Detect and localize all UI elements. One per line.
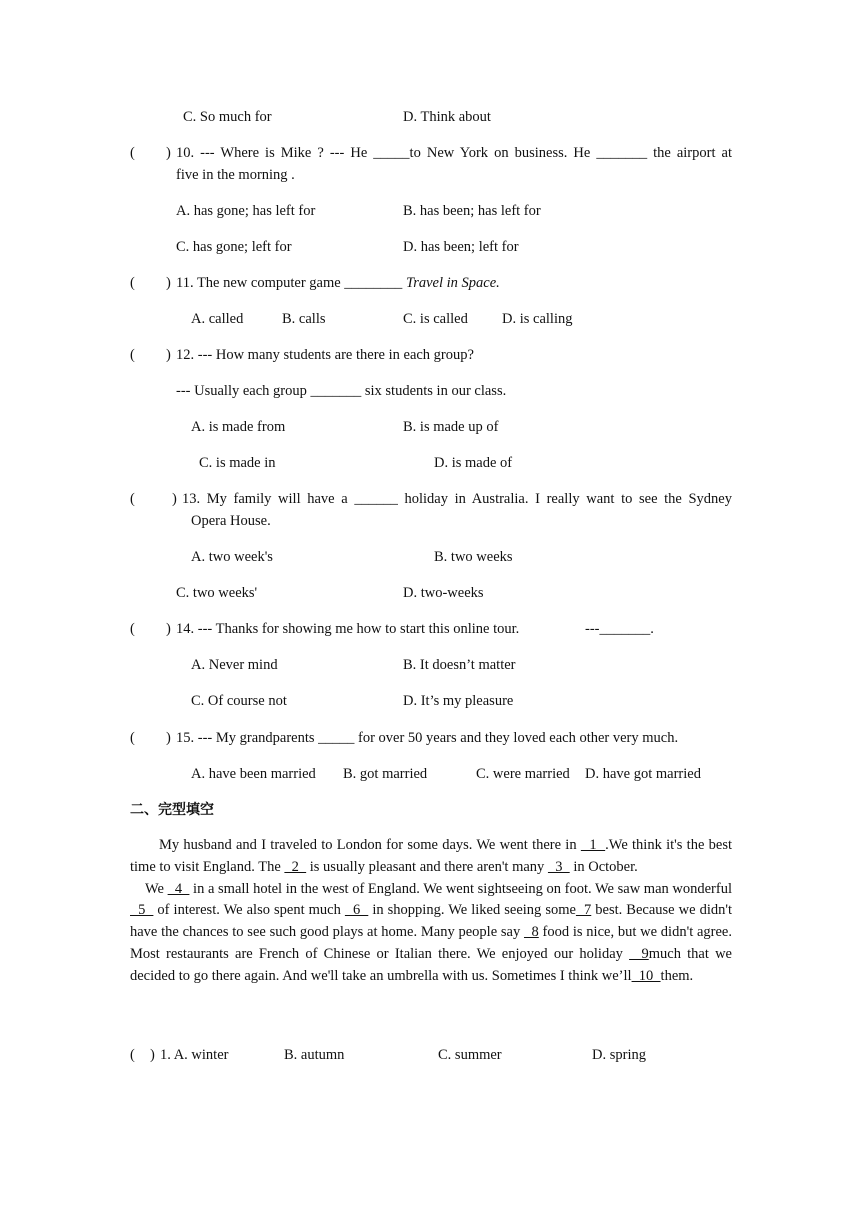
q15-option-b: B. got married xyxy=(343,766,428,782)
q9-option-c: C. So much for xyxy=(183,109,272,125)
cloze-text: .We think it's the best time to visit England. The xyxy=(130,837,732,875)
cloze-blank-8: 8 xyxy=(523,924,539,941)
cloze-blank-3: 3 xyxy=(547,858,570,875)
cloze-text: in October. xyxy=(569,858,638,875)
q11-answer-paren-close: ) xyxy=(166,275,171,291)
q11-option-a: A. called xyxy=(191,311,244,327)
q10-option-b: B. has been; has left for xyxy=(403,203,541,219)
q15-option-a: A. have been married xyxy=(191,766,316,782)
q10-stem-line1: 10. --- Where is Mike ? --- He _____to New York on business. He _______ the airport at xyxy=(176,145,732,161)
q14-option-b: B. It doesn’t matter xyxy=(403,657,516,673)
q15-option-d: D. have got married xyxy=(585,766,701,782)
q15-option-c: C. were married xyxy=(476,766,570,782)
cloze-q1-option-a: 1. A. winter xyxy=(160,1047,229,1063)
q14-option-d: D. It’s my pleasure xyxy=(403,693,514,709)
q15-answer-paren-open: ( xyxy=(130,730,135,746)
q11-option-c: C. is called xyxy=(403,311,468,327)
cloze-blank-10: 10 xyxy=(631,967,661,984)
q14-option-c: C. Of course not xyxy=(191,693,287,709)
q14-answer-paren-open: ( xyxy=(130,621,135,637)
q13-option-a: A. two week's xyxy=(191,549,273,565)
q13-stem-line1: 13. My family will have a ______ holiday in Australia. I really want to see the Sydney xyxy=(182,491,732,507)
cloze-blank-2: 2 xyxy=(284,858,307,875)
q14-reply-blank: ---_______. xyxy=(585,621,654,637)
q11-stem xyxy=(176,273,500,293)
q13-option-d: D. two-weeks xyxy=(403,585,484,601)
q10-answer-paren-open: ( xyxy=(130,145,135,161)
q13-stem-line2: Opera House. xyxy=(191,513,271,529)
cloze-text: in shopping. We liked seeing some xyxy=(368,902,576,919)
cloze-text: best. Because we didn't have the chances to see such good plays at home. Many people say xyxy=(130,902,733,941)
cloze-blank-5: 5 xyxy=(130,902,154,919)
cloze-q1-answer-paren-open: ( xyxy=(130,1047,135,1063)
q10-option-c: C. has gone; left for xyxy=(176,239,292,255)
cloze-blank-6: 6 xyxy=(344,902,369,919)
cloze-blank-4: 4 xyxy=(167,880,190,897)
cloze-q1-option-d: D. spring xyxy=(592,1047,646,1063)
q12-option-b: B. is made up of xyxy=(403,419,499,435)
cloze-blank-9: 9 xyxy=(629,945,649,962)
cloze-text: We xyxy=(145,880,168,897)
q13-option-c: C. two weeks' xyxy=(176,585,258,601)
q12-answer-paren-open: ( xyxy=(130,347,135,363)
q12-stem-line1: 12. --- How many students are there in each group? xyxy=(176,347,474,363)
q15-answer-paren-close: ) xyxy=(166,730,171,746)
q11-option-b: B. calls xyxy=(282,311,326,327)
cloze-text: My husband and I traveled to London for some days. We went there in xyxy=(159,837,581,853)
cloze-q1-option-b: B. autumn xyxy=(284,1047,345,1063)
cloze-text: is usually pleasant and there aren't many xyxy=(306,858,548,875)
cloze-text: much that we decided to go there again. And we'll take an umbrella with us. Sometimes I think we’ll xyxy=(130,945,732,984)
cloze-text: of interest. We also spent much xyxy=(153,902,345,919)
q11-game-title: Travel in Space. xyxy=(405,275,500,291)
q12-option-d: D. is made of xyxy=(434,455,513,471)
q10-answer-paren-close: ) xyxy=(166,145,171,161)
cloze-paragraph-1 xyxy=(130,835,732,879)
q11-option-d: D. is calling xyxy=(502,311,573,327)
cloze-paragraph-2 xyxy=(130,879,732,988)
cloze-q1-answer-paren-close: ) xyxy=(150,1047,155,1063)
q10-option-d: D. has been; left for xyxy=(403,239,519,255)
cloze-text: them. xyxy=(660,967,694,984)
q12-option-a: A. is made from xyxy=(191,419,286,435)
cloze-blank-1: 1 xyxy=(580,837,606,853)
q12-stem-line2: --- Usually each group _______ six students in our class. xyxy=(176,383,507,399)
cloze-blank-7: 7 xyxy=(575,902,592,919)
q9-option-d: D. Think about xyxy=(403,109,491,125)
q14-answer-paren-close: ) xyxy=(166,621,171,637)
cloze-text: in a small hotel in the west of England. We went sightseeing on foot. We saw man wonderful xyxy=(189,880,732,897)
q10-stem-line2: five in the morning . xyxy=(176,167,295,183)
q13-answer-paren-close: ) xyxy=(172,491,177,507)
q15-stem: 15. --- My grandparents _____ for over 50 years and they loved each other very much. xyxy=(176,730,679,746)
q11-answer-paren-open: ( xyxy=(130,275,135,291)
cloze-q1-option-c: C. summer xyxy=(438,1047,502,1063)
q12-answer-paren-close: ) xyxy=(166,347,171,363)
q14-option-a: A. Never mind xyxy=(191,657,278,673)
q10-option-a: A. has gone; has left for xyxy=(176,203,316,219)
q13-option-b: B. two weeks xyxy=(434,549,513,565)
cloze-passage xyxy=(130,835,732,988)
section-heading-cloze: 二、完型填空 xyxy=(130,802,214,818)
q11-stem-text: 11. The new computer game ________ xyxy=(176,275,403,291)
q14-stem: 14. --- Thanks for showing me how to start this online tour. xyxy=(176,621,520,637)
q12-option-c: C. is made in xyxy=(199,455,276,471)
q13-answer-paren-open: ( xyxy=(130,491,135,507)
cloze-text: food is nice, but we didn't agree. Most restaurants are French of Chinese or Italian there. We enjoyed our holiday xyxy=(130,924,732,962)
